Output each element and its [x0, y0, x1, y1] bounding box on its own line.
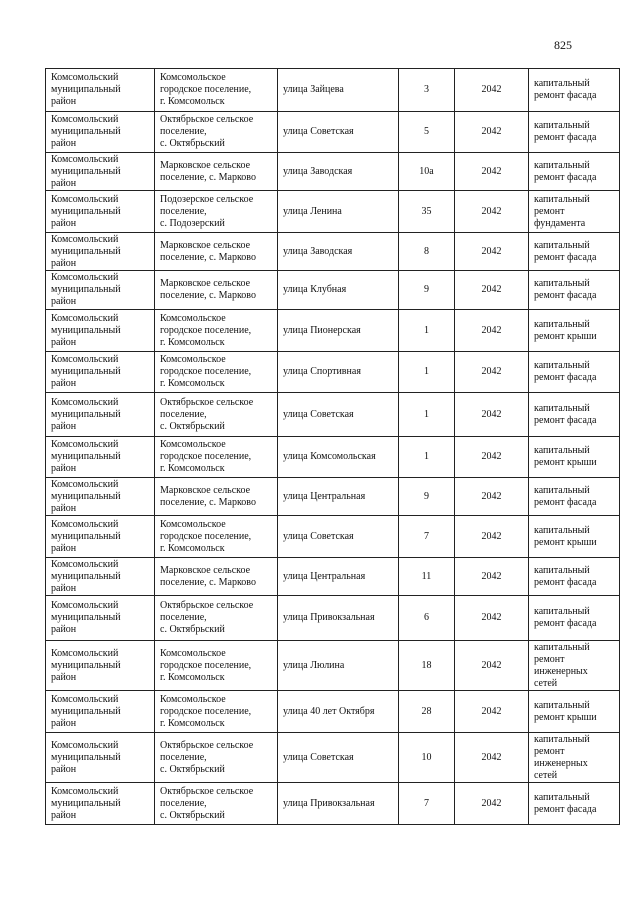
table-row	[46, 112, 620, 153]
district-cell	[46, 641, 155, 691]
street-cell	[278, 191, 399, 233]
work-type-cell	[529, 596, 620, 641]
street-cell-text: улица Центральная	[283, 490, 366, 502]
work-type-cell	[529, 352, 620, 393]
settlement-cell	[155, 69, 278, 112]
settlement-cell	[155, 233, 278, 271]
settlement-cell-text: Марковское сельское поселение, с. Марково	[160, 484, 256, 508]
year-cell	[455, 271, 529, 310]
settlement-cell	[155, 393, 278, 437]
settlement-cell-text: Комсомольское городское поселение, г. Комсомольск	[160, 72, 252, 107]
house-number-cell-text: 28	[421, 705, 432, 717]
settlement-cell-text: Марковское сельское поселение, с. Марково	[160, 564, 256, 588]
district-cell-text: Комсомольский муниципальный район	[51, 233, 121, 269]
house-number-cell	[399, 69, 455, 112]
settlement-cell-text: Комсомольское городское поселение, г. Комсомольск	[160, 647, 252, 683]
district-cell	[46, 352, 155, 393]
settlement-cell-text: Комсомольское городское поселение, г. Комсомольск	[160, 312, 252, 348]
street-cell-text: улица Пионерская	[283, 324, 361, 336]
district-cell	[46, 191, 155, 233]
settlement-cell-text: Комсомольское городское поселение, г. Комсомольск	[160, 518, 252, 554]
table-row	[46, 233, 620, 271]
year-cell-text: 2042	[481, 408, 502, 420]
street-cell	[278, 558, 399, 596]
work-type-cell	[529, 783, 620, 825]
work-type-cell	[529, 733, 620, 783]
table-row	[46, 271, 620, 310]
street-cell-text: улица Советская	[283, 751, 354, 763]
district-cell-text: Комсомольский муниципальный район	[51, 478, 121, 514]
house-number-cell	[399, 516, 455, 558]
table-row	[46, 641, 620, 691]
house-number-cell-text: 9	[424, 284, 429, 295]
work-type-cell	[529, 691, 620, 733]
house-number-cell-text: 18	[421, 659, 432, 671]
house-number-cell	[399, 437, 455, 478]
year-cell	[455, 437, 529, 478]
table-row	[46, 691, 620, 733]
street-cell-text: улица Комсомольская	[283, 451, 376, 462]
table-row	[46, 352, 620, 393]
settlement-cell	[155, 437, 278, 478]
house-number-cell	[399, 271, 455, 310]
year-cell-text: 2042	[481, 165, 502, 177]
table-row	[46, 478, 620, 516]
work-type-cell	[529, 393, 620, 437]
work-type-cell	[529, 112, 620, 153]
table-row	[46, 516, 620, 558]
year-cell-text: 2042	[481, 324, 502, 336]
work-type-cell-text: капитальный ремонт фасада	[534, 278, 597, 301]
house-number-cell	[399, 352, 455, 393]
work-type-cell	[529, 153, 620, 191]
house-number-cell	[399, 153, 455, 191]
year-cell-text: 2042	[481, 245, 502, 257]
settlement-cell	[155, 691, 278, 733]
settlement-cell	[155, 478, 278, 516]
year-cell-text: 2042	[481, 451, 502, 462]
house-number-cell-text: 1	[424, 366, 429, 377]
settlement-cell-text: Октябрьское сельское поселение, с. Октябрьский	[160, 739, 254, 775]
settlement-cell	[155, 153, 278, 191]
year-cell	[455, 558, 529, 596]
table-body	[46, 69, 620, 825]
house-number-cell	[399, 596, 455, 641]
street-cell-text: улица Советская	[283, 126, 354, 137]
year-cell-text: 2042	[481, 530, 502, 542]
settlement-cell-text: Октябрьское сельское поселение, с. Октябрьский	[160, 600, 254, 635]
house-number-cell-text: 6	[424, 612, 429, 623]
district-cell-text: Комсомольский муниципальный район	[51, 647, 121, 683]
table-row	[46, 191, 620, 233]
work-type-cell-text: капитальный ремонт фасада	[534, 78, 597, 101]
settlement-cell-text: Октябрьское сельское поселение, с. Октябрьский	[160, 785, 254, 821]
work-type-cell-text: капитальный ремонт фасада	[534, 360, 597, 383]
street-cell	[278, 153, 399, 191]
work-type-cell-text: капитальный ремонт фасада	[534, 791, 597, 815]
district-cell	[46, 153, 155, 191]
street-cell	[278, 271, 399, 310]
street-cell-text: улица Спортивная	[283, 366, 361, 377]
street-cell	[278, 69, 399, 112]
street-cell-text: улица Зайцева	[283, 84, 344, 95]
house-number-cell-text: 7	[424, 797, 429, 809]
settlement-cell-text: Марковское сельское поселение, с. Марково	[160, 278, 256, 301]
year-cell-text: 2042	[481, 284, 502, 295]
house-number-cell-text: 7	[424, 530, 429, 542]
district-cell-text: Комсомольский муниципальный район	[51, 396, 121, 432]
street-cell	[278, 112, 399, 153]
work-type-cell	[529, 271, 620, 310]
year-cell	[455, 393, 529, 437]
house-number-cell-text: 8	[424, 245, 429, 257]
work-type-cell-text: капитальный ремонт фасада	[534, 484, 597, 508]
house-number-cell	[399, 558, 455, 596]
year-cell	[455, 352, 529, 393]
year-cell-text: 2042	[481, 705, 502, 717]
street-cell-text: улица Заводская	[283, 245, 353, 257]
settlement-cell	[155, 271, 278, 310]
work-type-cell-text: капитальный ремонт фасада	[534, 239, 597, 263]
year-cell-text: 2042	[481, 366, 502, 377]
house-number-cell	[399, 112, 455, 153]
settlement-cell-text: Подозерское сельское поселение, с. Подозерский	[160, 193, 254, 229]
district-cell-text: Комсомольский муниципальный район	[51, 739, 121, 775]
house-number-cell	[399, 733, 455, 783]
year-cell	[455, 233, 529, 271]
district-cell-text: Комсомольский муниципальный район	[51, 153, 121, 189]
settlement-cell-text: Марковское сельское поселение, с. Марково	[160, 239, 256, 263]
table-row	[46, 310, 620, 352]
work-type-cell-text: капитальный ремонт крыши	[534, 699, 597, 723]
work-type-cell	[529, 191, 620, 233]
street-cell-text: улица Заводская	[283, 165, 353, 177]
work-type-cell-text: капитальный ремонт фундамента	[534, 193, 590, 229]
district-cell-text: Комсомольский муниципальный район	[51, 785, 121, 821]
district-cell	[46, 516, 155, 558]
house-number-cell	[399, 691, 455, 733]
settlement-cell	[155, 558, 278, 596]
district-cell	[46, 783, 155, 825]
year-cell	[455, 783, 529, 825]
year-cell	[455, 191, 529, 233]
settlement-cell	[155, 516, 278, 558]
street-cell	[278, 516, 399, 558]
district-cell-text: Комсомольский муниципальный район	[51, 439, 121, 474]
street-cell	[278, 310, 399, 352]
work-type-cell	[529, 558, 620, 596]
table-row	[46, 69, 620, 112]
work-type-cell	[529, 69, 620, 112]
house-number-cell	[399, 310, 455, 352]
settlement-cell-text: Комсомольское городское поселение, г. Комсомольск	[160, 354, 252, 389]
street-cell	[278, 478, 399, 516]
street-cell	[278, 233, 399, 271]
year-cell	[455, 478, 529, 516]
district-cell	[46, 733, 155, 783]
house-number-cell-text: 3	[424, 84, 429, 95]
year-cell	[455, 112, 529, 153]
district-cell-text: Комсомольский муниципальный район	[51, 600, 121, 635]
year-cell-text: 2042	[481, 490, 502, 502]
street-cell	[278, 393, 399, 437]
house-number-cell	[399, 233, 455, 271]
settlement-cell	[155, 191, 278, 233]
table-row	[46, 783, 620, 825]
year-cell-text: 2042	[481, 612, 502, 623]
house-number-cell-text: 5	[424, 126, 429, 137]
district-cell-text: Комсомольский муниципальный район	[51, 518, 121, 554]
district-cell-text: Комсомольский муниципальный район	[51, 272, 121, 307]
year-cell	[455, 69, 529, 112]
settlement-cell-text: Октябрьское сельское поселение, с. Октябрьский	[160, 114, 254, 149]
house-number-cell	[399, 393, 455, 437]
work-type-cell-text: капитальный ремонт фасада	[534, 606, 597, 629]
street-cell	[278, 596, 399, 641]
district-cell-text: Комсомольский муниципальный район	[51, 693, 121, 729]
table-row	[46, 733, 620, 783]
house-number-cell-text: 11	[421, 570, 432, 582]
page-number: 825	[554, 38, 572, 52]
street-cell	[278, 691, 399, 733]
house-number-cell-text: 10а	[419, 165, 434, 177]
house-number-cell-text: 9	[424, 490, 429, 502]
street-cell	[278, 437, 399, 478]
settlement-cell	[155, 733, 278, 783]
repair-schedule-table	[45, 68, 620, 825]
year-cell	[455, 641, 529, 691]
work-type-cell-text: капитальный ремонт фасада	[534, 159, 597, 183]
district-cell-text: Комсомольский муниципальный район	[51, 193, 121, 229]
table-row	[46, 558, 620, 596]
year-cell	[455, 691, 529, 733]
district-cell-text: Комсомольский муниципальный район	[51, 72, 121, 107]
district-cell	[46, 393, 155, 437]
district-cell	[46, 596, 155, 641]
house-number-cell-text: 1	[424, 408, 429, 420]
district-cell	[46, 271, 155, 310]
work-type-cell	[529, 437, 620, 478]
year-cell	[455, 516, 529, 558]
settlement-cell	[155, 112, 278, 153]
work-type-cell	[529, 516, 620, 558]
table-row	[46, 393, 620, 437]
settlement-cell-text: Марковское сельское поселение, с. Марково	[160, 159, 256, 183]
year-cell-text: 2042	[481, 751, 502, 763]
year-cell-text: 2042	[481, 126, 502, 137]
street-cell	[278, 783, 399, 825]
year-cell-text: 2042	[481, 797, 502, 809]
street-cell-text: улица Советская	[283, 530, 354, 542]
year-cell-text: 2042	[481, 205, 502, 217]
work-type-cell-text: капитальный ремонт крыши	[534, 524, 597, 548]
work-type-cell-text: капитальный ремонт инженерных сетей	[534, 733, 590, 781]
year-cell	[455, 153, 529, 191]
table-row	[46, 153, 620, 191]
district-cell-text: Комсомольский муниципальный район	[51, 114, 121, 149]
settlement-cell	[155, 596, 278, 641]
house-number-cell-text: 10	[421, 751, 432, 763]
district-cell-text: Комсомольский муниципальный район	[51, 558, 121, 594]
house-number-cell-text: 1	[424, 324, 429, 336]
district-cell	[46, 112, 155, 153]
settlement-cell	[155, 310, 278, 352]
work-type-cell-text: капитальный ремонт фасада	[534, 402, 597, 426]
work-type-cell-text: капитальный ремонт крыши	[534, 445, 597, 468]
settlement-cell-text: Комсомольское городское поселение, г. Комсомольск	[160, 439, 252, 474]
work-type-cell	[529, 233, 620, 271]
year-cell-text: 2042	[481, 659, 502, 671]
table-row	[46, 596, 620, 641]
district-cell-text: Комсомольский муниципальный район	[51, 312, 121, 348]
settlement-cell	[155, 641, 278, 691]
street-cell	[278, 352, 399, 393]
district-cell	[46, 310, 155, 352]
district-cell-text: Комсомольский муниципальный район	[51, 354, 121, 389]
house-number-cell-text: 35	[421, 205, 432, 217]
settlement-cell	[155, 783, 278, 825]
work-type-cell-text: капитальный ремонт инженерных сетей	[534, 641, 590, 689]
house-number-cell	[399, 478, 455, 516]
house-number-cell	[399, 783, 455, 825]
street-cell-text: улица Центральная	[283, 570, 366, 582]
settlement-cell-text: Октябрьское сельское поселение, с. Октябрьский	[160, 396, 254, 432]
house-number-cell	[399, 191, 455, 233]
table-row	[46, 437, 620, 478]
work-type-cell-text: капитальный ремонт фасада	[534, 120, 597, 143]
district-cell	[46, 478, 155, 516]
work-type-cell-text: капитальный ремонт фасада	[534, 564, 597, 588]
year-cell	[455, 596, 529, 641]
work-type-cell	[529, 478, 620, 516]
settlement-cell-text: Комсомольское городское поселение, г. Комсомольск	[160, 693, 252, 729]
settlement-cell	[155, 352, 278, 393]
work-type-cell	[529, 641, 620, 691]
year-cell-text: 2042	[481, 570, 502, 582]
district-cell	[46, 691, 155, 733]
house-number-cell-text: 1	[424, 451, 429, 462]
street-cell	[278, 733, 399, 783]
work-type-cell	[529, 310, 620, 352]
house-number-cell	[399, 641, 455, 691]
street-cell-text: улица Привокзальная	[283, 612, 375, 623]
district-cell	[46, 69, 155, 112]
street-cell-text: улица Люлина	[283, 659, 345, 671]
work-type-cell-text: капитальный ремонт крыши	[534, 318, 597, 342]
street-cell-text: улица Советская	[283, 408, 354, 420]
district-cell	[46, 233, 155, 271]
district-cell	[46, 558, 155, 596]
district-cell	[46, 437, 155, 478]
street-cell	[278, 641, 399, 691]
year-cell	[455, 310, 529, 352]
year-cell-text: 2042	[481, 84, 502, 95]
street-cell-text: улица Привокзальная	[283, 797, 375, 809]
street-cell-text: улица Ленина	[283, 205, 342, 217]
year-cell	[455, 733, 529, 783]
street-cell-text: улица 40 лет Октября	[283, 705, 375, 717]
street-cell-text: улица Клубная	[283, 284, 347, 295]
